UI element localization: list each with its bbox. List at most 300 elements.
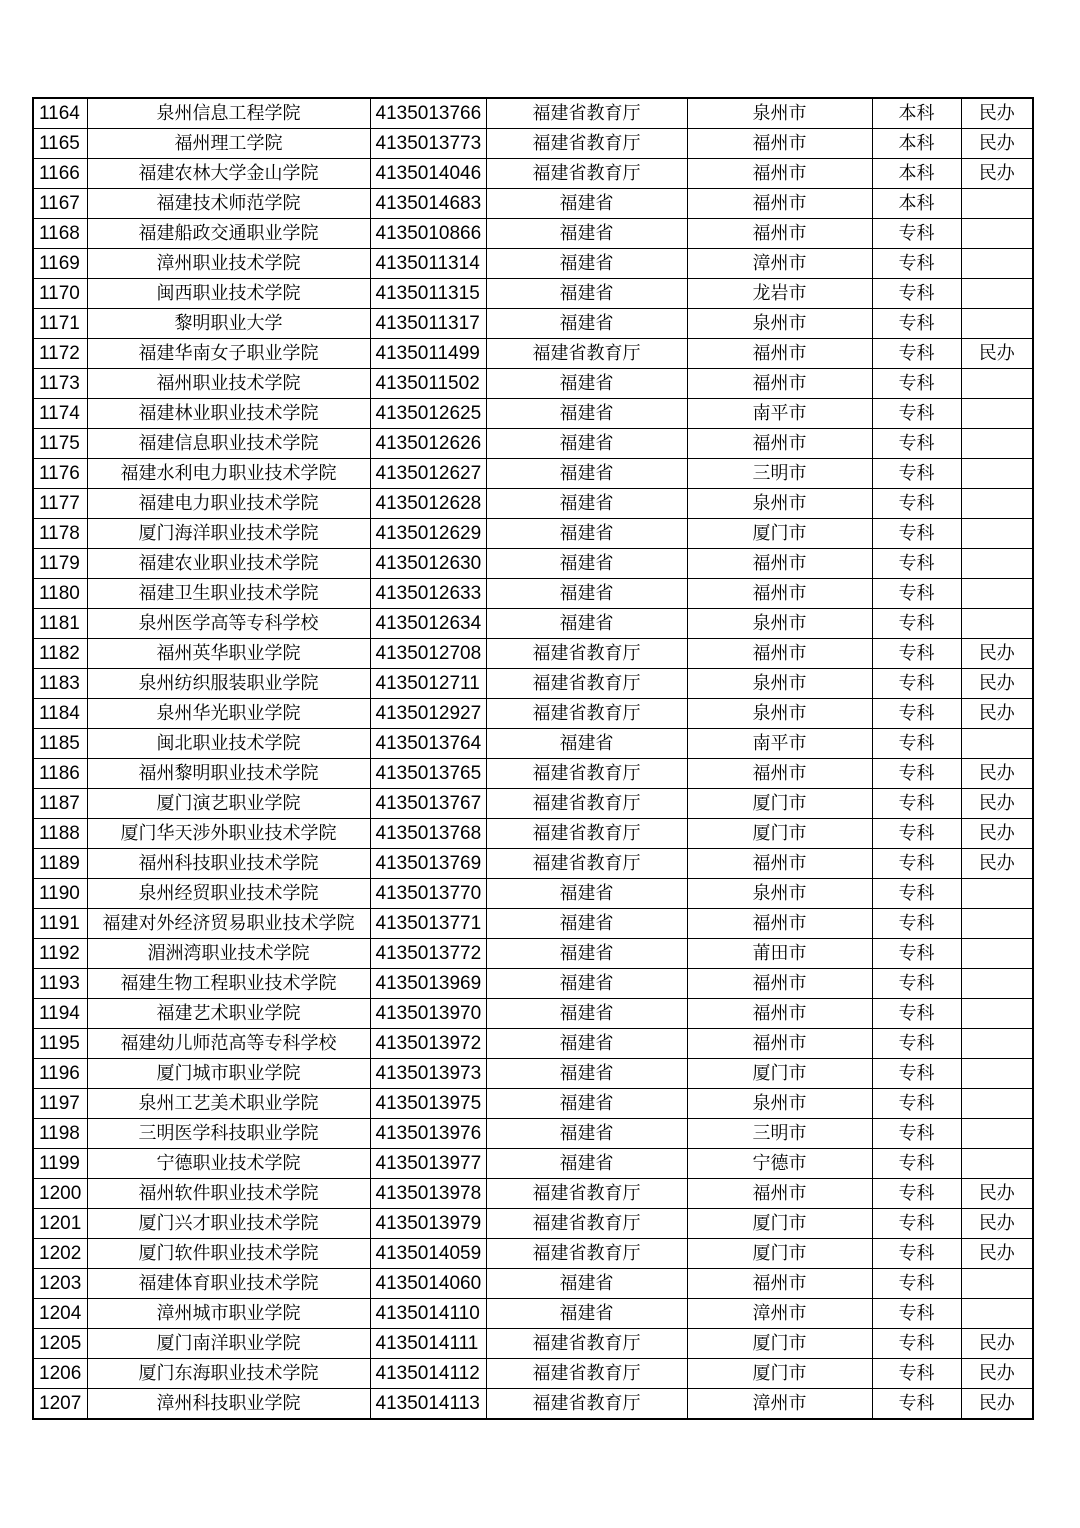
table-row xyxy=(33,1059,1033,1089)
serial-number-cell: 1197 xyxy=(33,1089,87,1119)
authority-cell: 福建省 xyxy=(486,369,687,399)
remark-cell xyxy=(961,519,1033,549)
level-cell: 专科 xyxy=(872,729,961,759)
remark-cell xyxy=(961,549,1033,579)
level-cell: 专科 xyxy=(872,669,961,699)
school-code-cell: 4135013975 xyxy=(370,1089,486,1119)
school-code-cell: 4135013970 xyxy=(370,999,486,1029)
city-cell: 福州市 xyxy=(687,999,872,1029)
level-cell: 专科 xyxy=(872,1089,961,1119)
authority-cell: 福建省教育厅 xyxy=(486,639,687,669)
school-name-cell: 厦门南洋职业学院 xyxy=(87,1329,370,1359)
school-name-cell: 泉州纺织服装职业学院 xyxy=(87,669,370,699)
school-name-cell: 三明医学科技职业学院 xyxy=(87,1119,370,1149)
school-code-cell: 4135014059 xyxy=(370,1239,486,1269)
serial-number-cell: 1194 xyxy=(33,999,87,1029)
serial-number-cell: 1184 xyxy=(33,699,87,729)
authority-cell: 福建省 xyxy=(486,279,687,309)
table-row xyxy=(33,549,1033,579)
school-code-cell: 4135013767 xyxy=(370,789,486,819)
city-cell: 泉州市 xyxy=(687,699,872,729)
school-code-cell: 4135012711 xyxy=(370,669,486,699)
serial-number-cell: 1172 xyxy=(33,339,87,369)
school-code-cell: 4135013773 xyxy=(370,129,486,159)
table-row xyxy=(33,1179,1033,1209)
table-row xyxy=(33,789,1033,819)
city-cell: 福州市 xyxy=(687,1269,872,1299)
serial-number-cell: 1193 xyxy=(33,969,87,999)
serial-number-cell: 1169 xyxy=(33,249,87,279)
city-cell: 漳州市 xyxy=(687,249,872,279)
table-row xyxy=(33,1029,1033,1059)
authority-cell: 福建省 xyxy=(486,429,687,459)
authority-cell: 福建省教育厅 xyxy=(486,339,687,369)
school-code-cell: 4135012628 xyxy=(370,489,486,519)
city-cell: 漳州市 xyxy=(687,1389,872,1420)
school-code-cell: 4135014683 xyxy=(370,189,486,219)
table-row xyxy=(33,309,1033,339)
authority-cell: 福建省教育厅 xyxy=(486,98,687,129)
city-cell: 福州市 xyxy=(687,189,872,219)
level-cell: 专科 xyxy=(872,1149,961,1179)
authority-cell: 福建省 xyxy=(486,219,687,249)
city-cell: 福州市 xyxy=(687,639,872,669)
serial-number-cell: 1190 xyxy=(33,879,87,909)
city-cell: 福州市 xyxy=(687,369,872,399)
serial-number-cell: 1165 xyxy=(33,129,87,159)
city-cell: 福州市 xyxy=(687,159,872,189)
city-cell: 福州市 xyxy=(687,909,872,939)
remark-cell xyxy=(961,189,1033,219)
table-row xyxy=(33,939,1033,969)
table-row xyxy=(33,219,1033,249)
serial-number-cell: 1164 xyxy=(33,98,87,129)
remark-cell xyxy=(961,399,1033,429)
table-row xyxy=(33,1269,1033,1299)
serial-number-cell: 1205 xyxy=(33,1329,87,1359)
school-code-cell: 4135013764 xyxy=(370,729,486,759)
city-cell: 漳州市 xyxy=(687,1299,872,1329)
authority-cell: 福建省 xyxy=(486,609,687,639)
city-cell: 福州市 xyxy=(687,849,872,879)
serial-number-cell: 1206 xyxy=(33,1359,87,1389)
school-code-cell: 4135013979 xyxy=(370,1209,486,1239)
school-code-cell: 4135013771 xyxy=(370,909,486,939)
table-row xyxy=(33,429,1033,459)
school-name-cell: 福州科技职业技术学院 xyxy=(87,849,370,879)
authority-cell: 福建省教育厅 xyxy=(486,129,687,159)
school-code-cell: 4135012634 xyxy=(370,609,486,639)
table-row xyxy=(33,1119,1033,1149)
level-cell: 本科 xyxy=(872,159,961,189)
school-code-cell: 4135012630 xyxy=(370,549,486,579)
table-row xyxy=(33,849,1033,879)
serial-number-cell: 1199 xyxy=(33,1149,87,1179)
serial-number-cell: 1170 xyxy=(33,279,87,309)
remark-cell xyxy=(961,879,1033,909)
serial-number-cell: 1204 xyxy=(33,1299,87,1329)
level-cell: 本科 xyxy=(872,189,961,219)
table-row xyxy=(33,819,1033,849)
level-cell: 专科 xyxy=(872,849,961,879)
city-cell: 厦门市 xyxy=(687,1059,872,1089)
remark-cell xyxy=(961,1119,1033,1149)
city-cell: 福州市 xyxy=(687,129,872,159)
school-name-cell: 福建技术师范学院 xyxy=(87,189,370,219)
table-row xyxy=(33,159,1033,189)
school-name-cell: 福建华南女子职业学院 xyxy=(87,339,370,369)
authority-cell: 福建省 xyxy=(486,519,687,549)
table-row xyxy=(33,579,1033,609)
school-name-cell: 厦门海洋职业技术学院 xyxy=(87,519,370,549)
table-row xyxy=(33,339,1033,369)
remark-cell: 民办 xyxy=(961,639,1033,669)
school-name-cell: 福州软件职业技术学院 xyxy=(87,1179,370,1209)
school-name-cell: 厦门演艺职业学院 xyxy=(87,789,370,819)
authority-cell: 福建省 xyxy=(486,1029,687,1059)
authority-cell: 福建省 xyxy=(486,459,687,489)
remark-cell xyxy=(961,459,1033,489)
school-code-cell: 4135012629 xyxy=(370,519,486,549)
city-cell: 福州市 xyxy=(687,759,872,789)
table-row xyxy=(33,879,1033,909)
level-cell: 专科 xyxy=(872,489,961,519)
school-code-cell: 4135014112 xyxy=(370,1359,486,1389)
school-name-cell: 福建体育职业技术学院 xyxy=(87,1269,370,1299)
remark-cell xyxy=(961,999,1033,1029)
remark-cell xyxy=(961,369,1033,399)
remark-cell: 民办 xyxy=(961,1239,1033,1269)
authority-cell: 福建省 xyxy=(486,879,687,909)
school-name-cell: 福建农业职业技术学院 xyxy=(87,549,370,579)
school-name-cell: 厦门兴才职业技术学院 xyxy=(87,1209,370,1239)
level-cell: 专科 xyxy=(872,309,961,339)
authority-cell: 福建省教育厅 xyxy=(486,1389,687,1420)
city-cell: 厦门市 xyxy=(687,1209,872,1239)
school-name-cell: 福建对外经济贸易职业技术学院 xyxy=(87,909,370,939)
table-row xyxy=(33,999,1033,1029)
authority-cell: 福建省 xyxy=(486,189,687,219)
authority-cell: 福建省教育厅 xyxy=(486,1179,687,1209)
city-cell: 南平市 xyxy=(687,729,872,759)
city-cell: 福州市 xyxy=(687,1179,872,1209)
city-cell: 福州市 xyxy=(687,969,872,999)
level-cell: 专科 xyxy=(872,1029,961,1059)
school-name-cell: 福建农林大学金山学院 xyxy=(87,159,370,189)
level-cell: 专科 xyxy=(872,969,961,999)
level-cell: 专科 xyxy=(872,1269,961,1299)
remark-cell xyxy=(961,909,1033,939)
school-name-cell: 厦门软件职业技术学院 xyxy=(87,1239,370,1269)
remark-cell: 民办 xyxy=(961,849,1033,879)
city-cell: 泉州市 xyxy=(687,1089,872,1119)
level-cell: 专科 xyxy=(872,1389,961,1420)
authority-cell: 福建省 xyxy=(486,939,687,969)
serial-number-cell: 1191 xyxy=(33,909,87,939)
remark-cell: 民办 xyxy=(961,669,1033,699)
serial-number-cell: 1202 xyxy=(33,1239,87,1269)
school-code-cell: 4135011499 xyxy=(370,339,486,369)
school-code-cell: 4135012927 xyxy=(370,699,486,729)
school-name-cell: 泉州工艺美术职业学院 xyxy=(87,1089,370,1119)
school-code-cell: 4135013978 xyxy=(370,1179,486,1209)
remark-cell: 民办 xyxy=(961,1179,1033,1209)
authority-cell: 福建省 xyxy=(486,909,687,939)
school-code-cell: 4135012633 xyxy=(370,579,486,609)
level-cell: 专科 xyxy=(872,609,961,639)
level-cell: 专科 xyxy=(872,1179,961,1209)
table-row xyxy=(33,459,1033,489)
city-cell: 厦门市 xyxy=(687,819,872,849)
serial-number-cell: 1175 xyxy=(33,429,87,459)
serial-number-cell: 1179 xyxy=(33,549,87,579)
remark-cell: 民办 xyxy=(961,339,1033,369)
authority-cell: 福建省 xyxy=(486,729,687,759)
school-code-cell: 4135013977 xyxy=(370,1149,486,1179)
level-cell: 专科 xyxy=(872,399,961,429)
authority-cell: 福建省 xyxy=(486,999,687,1029)
table-row xyxy=(33,639,1033,669)
level-cell: 专科 xyxy=(872,939,961,969)
school-name-cell: 宁德职业技术学院 xyxy=(87,1149,370,1179)
level-cell: 专科 xyxy=(872,369,961,399)
authority-cell: 福建省 xyxy=(486,399,687,429)
school-name-cell: 厦门华天涉外职业技术学院 xyxy=(87,819,370,849)
remark-cell: 民办 xyxy=(961,98,1033,129)
table-row xyxy=(33,609,1033,639)
school-code-cell: 4135013969 xyxy=(370,969,486,999)
remark-cell xyxy=(961,1059,1033,1089)
school-code-cell: 4135013976 xyxy=(370,1119,486,1149)
serial-number-cell: 1186 xyxy=(33,759,87,789)
school-code-cell: 4135012626 xyxy=(370,429,486,459)
remark-cell: 民办 xyxy=(961,1209,1033,1239)
serial-number-cell: 1185 xyxy=(33,729,87,759)
remark-cell xyxy=(961,1299,1033,1329)
level-cell: 专科 xyxy=(872,1209,961,1239)
school-name-cell: 泉州信息工程学院 xyxy=(87,98,370,129)
table-row xyxy=(33,369,1033,399)
remark-cell: 民办 xyxy=(961,1329,1033,1359)
level-cell: 专科 xyxy=(872,999,961,1029)
school-name-cell: 泉州华光职业学院 xyxy=(87,699,370,729)
school-name-cell: 福建卫生职业技术学院 xyxy=(87,579,370,609)
school-code-cell: 4135013973 xyxy=(370,1059,486,1089)
remark-cell: 民办 xyxy=(961,1359,1033,1389)
school-name-cell: 闽西职业技术学院 xyxy=(87,279,370,309)
level-cell: 专科 xyxy=(872,1239,961,1269)
school-code-cell: 4135011317 xyxy=(370,309,486,339)
table-row xyxy=(33,1239,1033,1269)
table-row xyxy=(33,1389,1033,1420)
table-body xyxy=(33,98,1033,1419)
authority-cell: 福建省教育厅 xyxy=(486,1359,687,1389)
level-cell: 专科 xyxy=(872,789,961,819)
authority-cell: 福建省 xyxy=(486,969,687,999)
school-name-cell: 泉州医学高等专科学校 xyxy=(87,609,370,639)
school-code-cell: 4135014046 xyxy=(370,159,486,189)
level-cell: 专科 xyxy=(872,1299,961,1329)
authority-cell: 福建省教育厅 xyxy=(486,819,687,849)
school-name-cell: 福建信息职业技术学院 xyxy=(87,429,370,459)
remark-cell xyxy=(961,729,1033,759)
school-code-cell: 4135013972 xyxy=(370,1029,486,1059)
school-name-cell: 漳州职业技术学院 xyxy=(87,249,370,279)
city-cell: 泉州市 xyxy=(687,98,872,129)
table-row xyxy=(33,729,1033,759)
serial-number-cell: 1181 xyxy=(33,609,87,639)
table-row xyxy=(33,189,1033,219)
school-name-cell: 福建水利电力职业技术学院 xyxy=(87,459,370,489)
serial-number-cell: 1198 xyxy=(33,1119,87,1149)
remark-cell: 民办 xyxy=(961,789,1033,819)
serial-number-cell: 1167 xyxy=(33,189,87,219)
school-name-cell: 漳州科技职业学院 xyxy=(87,1389,370,1420)
remark-cell: 民办 xyxy=(961,159,1033,189)
serial-number-cell: 1188 xyxy=(33,819,87,849)
authority-cell: 福建省 xyxy=(486,1269,687,1299)
serial-number-cell: 1171 xyxy=(33,309,87,339)
school-code-cell: 4135012625 xyxy=(370,399,486,429)
level-cell: 本科 xyxy=(872,98,961,129)
level-cell: 专科 xyxy=(872,519,961,549)
remark-cell xyxy=(961,1149,1033,1179)
school-code-cell: 4135013772 xyxy=(370,939,486,969)
table-row xyxy=(33,279,1033,309)
authority-cell: 福建省教育厅 xyxy=(486,1239,687,1269)
authority-cell: 福建省 xyxy=(486,579,687,609)
school-name-cell: 泉州经贸职业技术学院 xyxy=(87,879,370,909)
table-row xyxy=(33,1149,1033,1179)
remark-cell xyxy=(961,219,1033,249)
serial-number-cell: 1176 xyxy=(33,459,87,489)
authority-cell: 福建省教育厅 xyxy=(486,789,687,819)
remark-cell: 民办 xyxy=(961,759,1033,789)
remark-cell xyxy=(961,1269,1033,1299)
authority-cell: 福建省教育厅 xyxy=(486,1209,687,1239)
serial-number-cell: 1174 xyxy=(33,399,87,429)
serial-number-cell: 1192 xyxy=(33,939,87,969)
city-cell: 南平市 xyxy=(687,399,872,429)
serial-number-cell: 1182 xyxy=(33,639,87,669)
school-code-cell: 4135010866 xyxy=(370,219,486,249)
institution-table xyxy=(32,97,1034,1420)
level-cell: 专科 xyxy=(872,429,961,459)
city-cell: 三明市 xyxy=(687,1119,872,1149)
city-cell: 泉州市 xyxy=(687,309,872,339)
school-code-cell: 4135014060 xyxy=(370,1269,486,1299)
serial-number-cell: 1177 xyxy=(33,489,87,519)
city-cell: 厦门市 xyxy=(687,1329,872,1359)
serial-number-cell: 1183 xyxy=(33,669,87,699)
level-cell: 专科 xyxy=(872,339,961,369)
level-cell: 专科 xyxy=(872,699,961,729)
authority-cell: 福建省教育厅 xyxy=(486,159,687,189)
serial-number-cell: 1187 xyxy=(33,789,87,819)
level-cell: 专科 xyxy=(872,1059,961,1089)
city-cell: 泉州市 xyxy=(687,669,872,699)
remark-cell: 民办 xyxy=(961,699,1033,729)
school-name-cell: 湄洲湾职业技术学院 xyxy=(87,939,370,969)
table-row xyxy=(33,1089,1033,1119)
school-code-cell: 4135013765 xyxy=(370,759,486,789)
table-row xyxy=(33,98,1033,129)
school-code-cell: 4135011502 xyxy=(370,369,486,399)
level-cell: 专科 xyxy=(872,1329,961,1359)
level-cell: 专科 xyxy=(872,879,961,909)
authority-cell: 福建省 xyxy=(486,1059,687,1089)
table-row xyxy=(33,1209,1033,1239)
school-code-cell: 4135014113 xyxy=(370,1389,486,1420)
city-cell: 福州市 xyxy=(687,429,872,459)
table-row xyxy=(33,759,1033,789)
table-row xyxy=(33,669,1033,699)
remark-cell xyxy=(961,249,1033,279)
level-cell: 专科 xyxy=(872,819,961,849)
school-code-cell: 4135012627 xyxy=(370,459,486,489)
level-cell: 专科 xyxy=(872,279,961,309)
remark-cell xyxy=(961,969,1033,999)
remark-cell: 民办 xyxy=(961,1389,1033,1420)
city-cell: 福州市 xyxy=(687,339,872,369)
authority-cell: 福建省教育厅 xyxy=(486,759,687,789)
city-cell: 厦门市 xyxy=(687,1359,872,1389)
city-cell: 泉州市 xyxy=(687,489,872,519)
remark-cell xyxy=(961,609,1033,639)
city-cell: 龙岩市 xyxy=(687,279,872,309)
serial-number-cell: 1168 xyxy=(33,219,87,249)
level-cell: 专科 xyxy=(872,909,961,939)
level-cell: 专科 xyxy=(872,579,961,609)
school-code-cell: 4135012708 xyxy=(370,639,486,669)
table-row xyxy=(33,399,1033,429)
level-cell: 专科 xyxy=(872,1119,961,1149)
school-name-cell: 福建生物工程职业技术学院 xyxy=(87,969,370,999)
level-cell: 专科 xyxy=(872,639,961,669)
remark-cell xyxy=(961,1089,1033,1119)
remark-cell xyxy=(961,939,1033,969)
table-row xyxy=(33,519,1033,549)
school-code-cell: 4135013768 xyxy=(370,819,486,849)
serial-number-cell: 1203 xyxy=(33,1269,87,1299)
city-cell: 莆田市 xyxy=(687,939,872,969)
school-code-cell: 4135014111 xyxy=(370,1329,486,1359)
school-name-cell: 厦门城市职业学院 xyxy=(87,1059,370,1089)
authority-cell: 福建省 xyxy=(486,249,687,279)
school-name-cell: 福州英华职业学院 xyxy=(87,639,370,669)
school-name-cell: 厦门东海职业技术学院 xyxy=(87,1359,370,1389)
remark-cell xyxy=(961,429,1033,459)
table-row xyxy=(33,969,1033,999)
table-row xyxy=(33,129,1033,159)
serial-number-cell: 1196 xyxy=(33,1059,87,1089)
authority-cell: 福建省教育厅 xyxy=(486,1329,687,1359)
city-cell: 宁德市 xyxy=(687,1149,872,1179)
table-row xyxy=(33,489,1033,519)
table-row xyxy=(33,1329,1033,1359)
level-cell: 专科 xyxy=(872,1359,961,1389)
city-cell: 福州市 xyxy=(687,219,872,249)
table-row xyxy=(33,699,1033,729)
authority-cell: 福建省 xyxy=(486,489,687,519)
table-row xyxy=(33,249,1033,279)
school-name-cell: 福州黎明职业技术学院 xyxy=(87,759,370,789)
serial-number-cell: 1207 xyxy=(33,1389,87,1420)
authority-cell: 福建省 xyxy=(486,1119,687,1149)
city-cell: 三明市 xyxy=(687,459,872,489)
authority-cell: 福建省 xyxy=(486,1089,687,1119)
school-code-cell: 4135013769 xyxy=(370,849,486,879)
